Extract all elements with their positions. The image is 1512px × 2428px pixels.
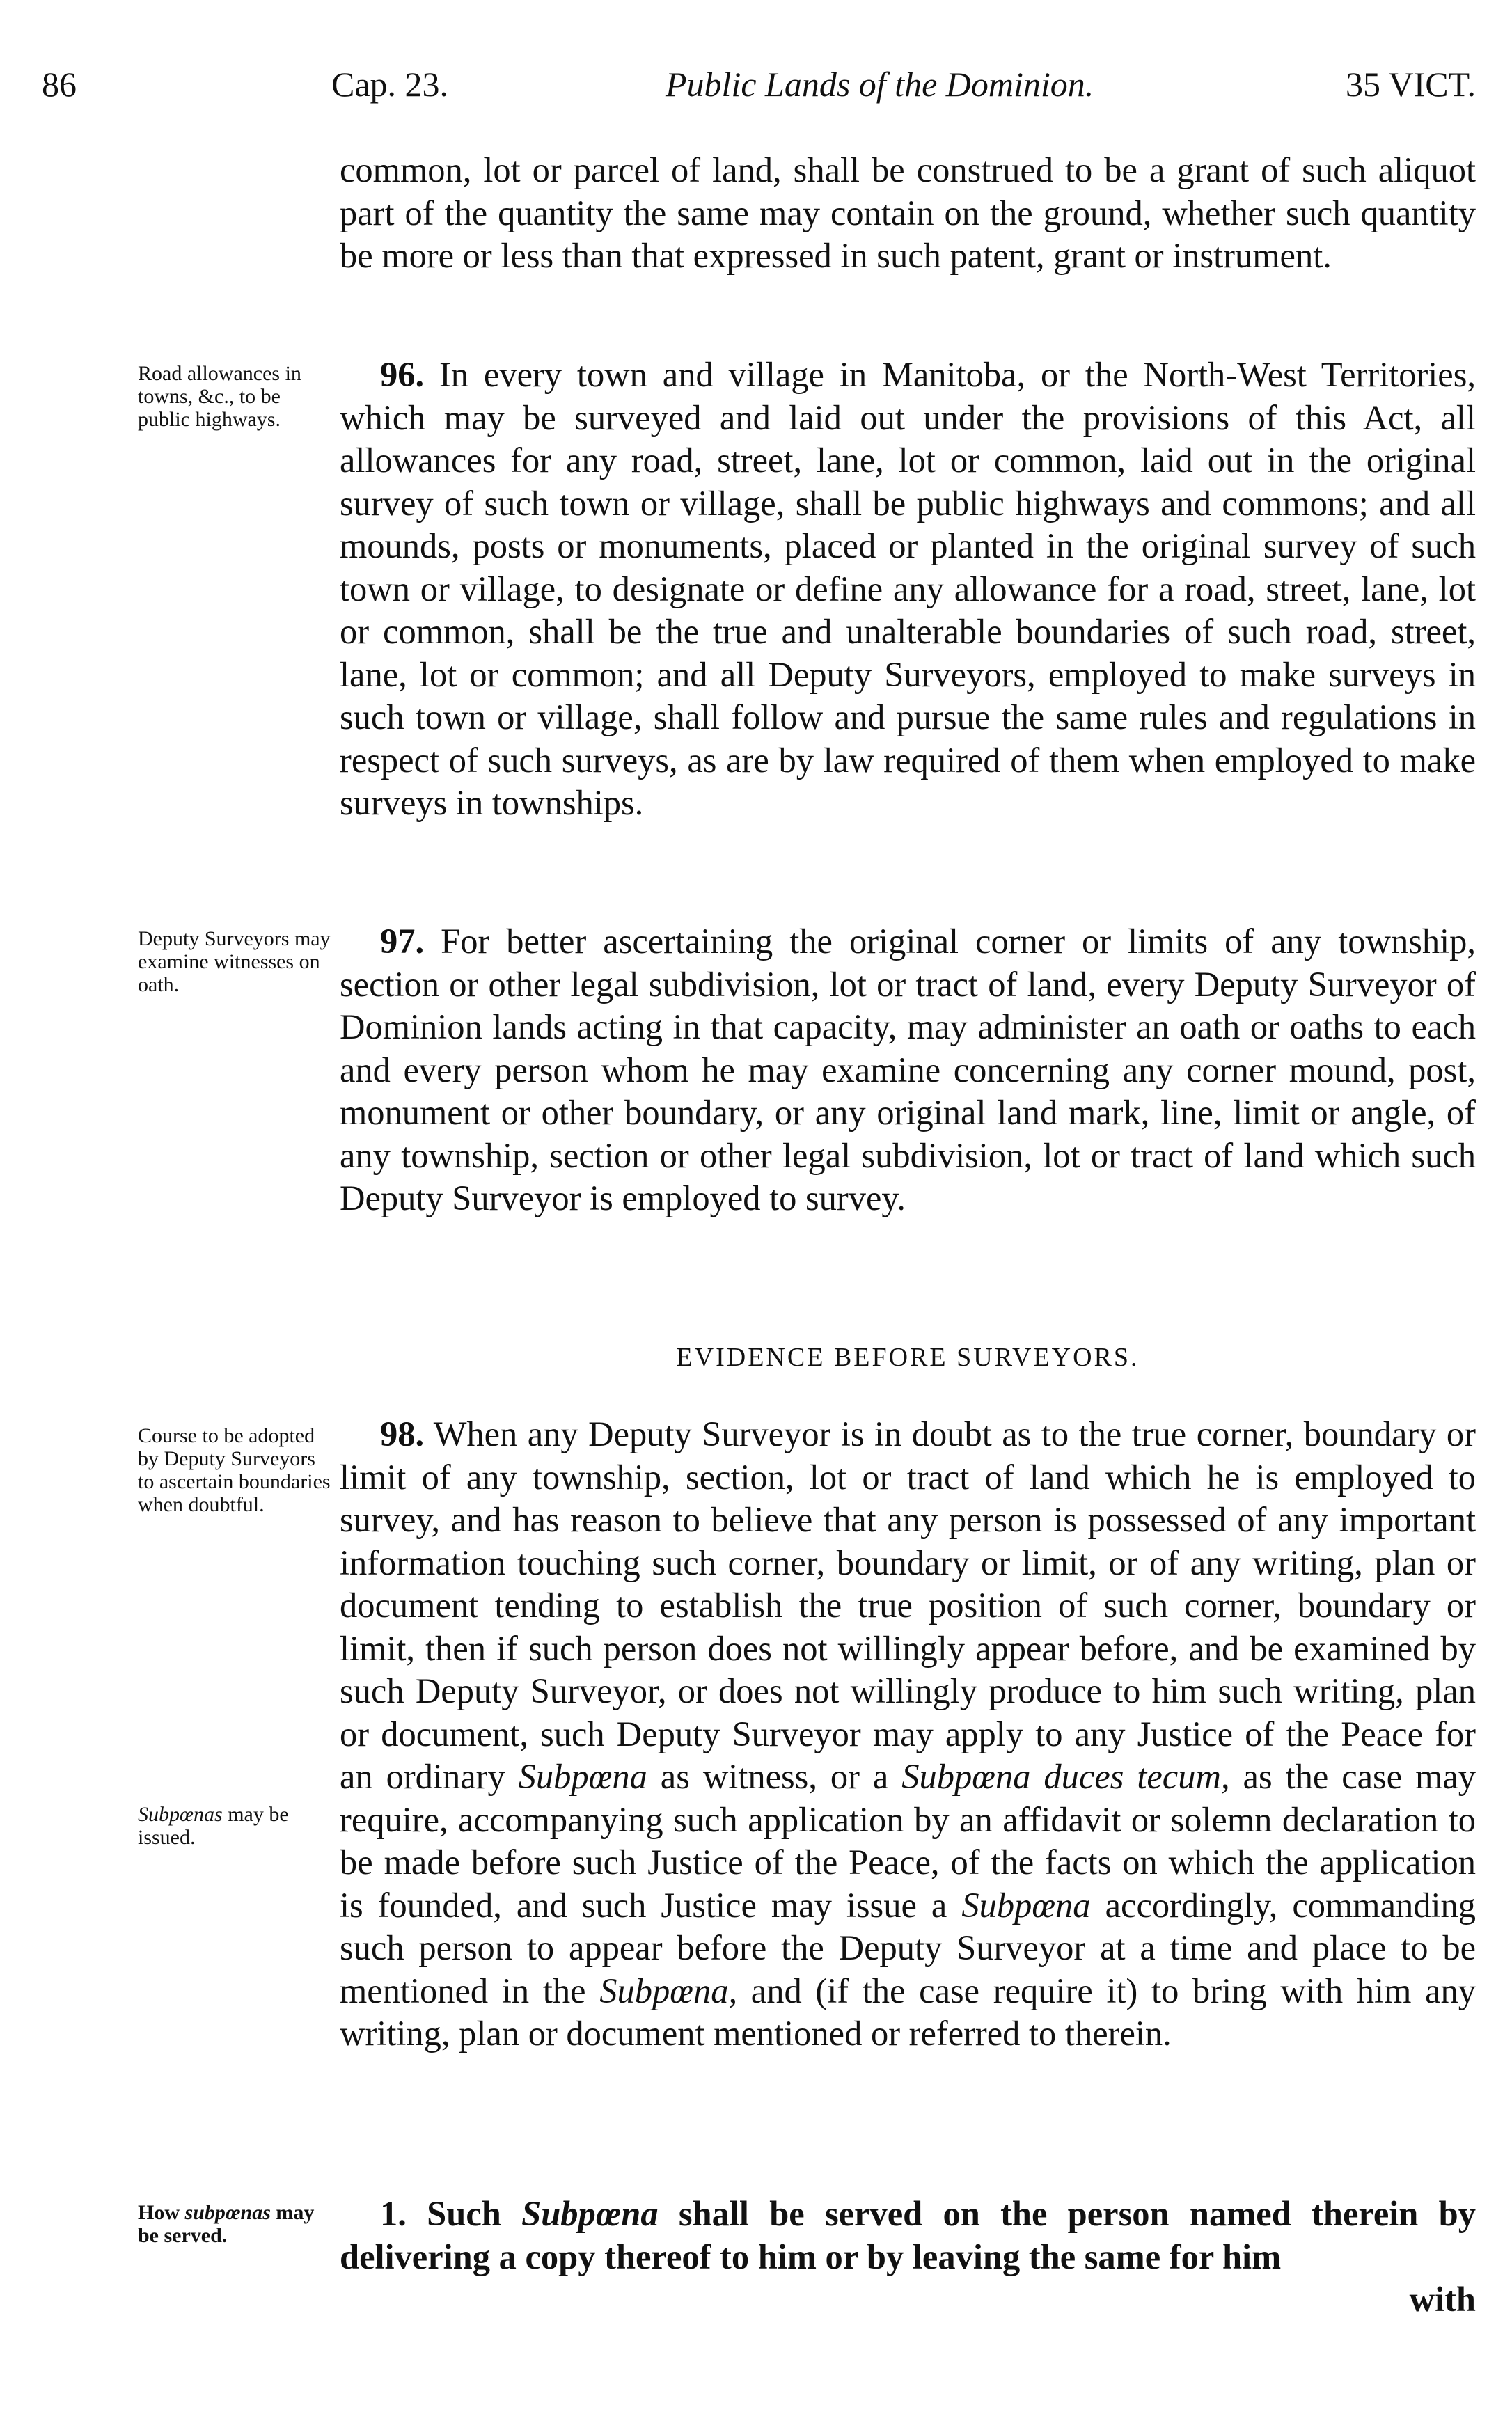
margin-note-italic: subpœnas (184, 2201, 271, 2224)
section-98-text-3: as the case may require, accompanying such application by an affidavit or solemn declaration to be made before such Justice of the Peace, of the facts on which the application is founded, and such Justice may issue a (340, 1757, 1476, 1925)
margin-note-sub-1 (138, 2201, 333, 2247)
section-97 (340, 920, 1476, 1220)
margin-note-italic: Subpœnas (138, 1803, 223, 1826)
section-number: 96. (380, 355, 425, 394)
margin-note-98: Course to be adopted by Deputy Surveyors to ascertain boundaries when doubtful. (138, 1424, 331, 1516)
subpoena-duces-term: Subpœna duces tecum, (901, 1757, 1230, 1796)
margin-note-rest: may be served. (138, 2201, 315, 2247)
subpoena-term: Subpœna, (599, 1971, 738, 2010)
section-98-text-1: When any Deputy Surveyor is in doubt as to the true corner, boundary or limit of any township, section, lot or tract of land which he is employed to survey, and has reason to believe that any person is possessed of any important information touching such corner, boundary or limit, or of any writing, plan or document tending to establish the true position of such corner, boundary or limit, then if such person does not willingly appear before, and be examined by such Deputy Surveyor, or does not willingly produce to him such writing, plan or document, such Deputy Surveyor may apply to any Justice of the Peace for an ordinary (340, 1414, 1476, 1796)
margin-note-rest: may be issued. (138, 1803, 289, 1849)
section-96-paragraph (340, 354, 1476, 825)
running-header (42, 64, 1476, 113)
continuation-paragraph (340, 149, 1476, 278)
margin-note-96: Road allowances in towns, &c., to be public highways. (138, 362, 301, 431)
continuation-text: common, lot or parcel of land, shall be construed to be a grant of such aliquot part of the quantity the same may contain on the ground, whether such quantity be more or less than that expressed in such patent, grant or instrument. (340, 150, 1476, 275)
section-98-text-4: accordingly, commanding such person to appear before the Deputy Surveyor at a time and place to be mentioned in the (340, 1885, 1476, 2010)
section-heading: EVIDENCE BEFORE SURVEYORS. (676, 1343, 1140, 1372)
subpoena-term: Subpœna (518, 1757, 647, 1796)
section-98-paragraph (340, 1413, 1476, 2056)
subpoena-term: Subpœna (521, 2194, 659, 2233)
section-98 (340, 1413, 1476, 2056)
section-97-paragraph (340, 920, 1476, 1220)
section-96 (340, 354, 1476, 825)
section-98-text-2: as witness, or a (660, 1757, 889, 1796)
margin-note-97: Deputy Surveyors may examine witnesses on oath. (138, 927, 331, 996)
section-96-text: In every town and village in Manitoba, or the North-West Territories, which may be surveyed and laid out under the provisions of this Act, all allowances for any road, street, lane, lot or common, laid out in the original survey of such town or village, shall be public highways and commons; and all mounds, posts or monuments, placed or planted in the original survey of such town or village, to designate or define any allowance for a road, street, lane, lot or common, shall be the true and unalterable boundaries of such road, street, lane, lot or common; and all Deputy Surveyors, employed to make surveys in such town or village, shall follow and pursue the same rules and regulations in respect of such surveys, as are by law required of them when employed to make surveys in townships. (340, 355, 1476, 822)
section-number: 98. (380, 1414, 425, 1453)
margin-note-prefix: How (138, 2201, 180, 2224)
regnal-year: 35 VICT. (1345, 65, 1476, 104)
section-98-text-5: and (if the case require it) to bring with him any writing, plan or document mentioned or referred to therein. (340, 1971, 1476, 2053)
catchword-line (340, 2278, 1476, 2321)
chapter-label: Cap. 23. (331, 65, 449, 104)
subsection-1-text-1: Such (427, 2194, 501, 2233)
page-number: 86 (42, 65, 77, 104)
subsection-number: 1. (380, 2194, 407, 2233)
section-97-text: For better ascertaining the original corner or limits of any township, section or other legal subdivision, lot or tract of land, every Deputy Surveyor of Dominion lands acting in that capacity, may administer an oath or oaths to each and every person whom he may examine concerning any corner mound, post, monument or other boundary, or any original land mark, line, limit or angle, of any township, section or other legal subdivision, lot or tract of land which such Deputy Surveyor is employed to survey. (340, 922, 1476, 1217)
subsection-1-paragraph (340, 2193, 1476, 2278)
section-number: 97. (380, 922, 425, 961)
subsection-1-text-2: shall be served on the person named therein by delivering a copy thereof to him or by leaving the same for him (340, 2194, 1476, 2276)
running-title: Public Lands of the Dominion. (666, 65, 1094, 104)
subpoena-term: Subpœna (961, 1885, 1091, 1925)
catchword: with (1409, 2280, 1476, 2319)
margin-note-subpoenas (138, 1803, 333, 1849)
subsection-1 (340, 2193, 1476, 2321)
